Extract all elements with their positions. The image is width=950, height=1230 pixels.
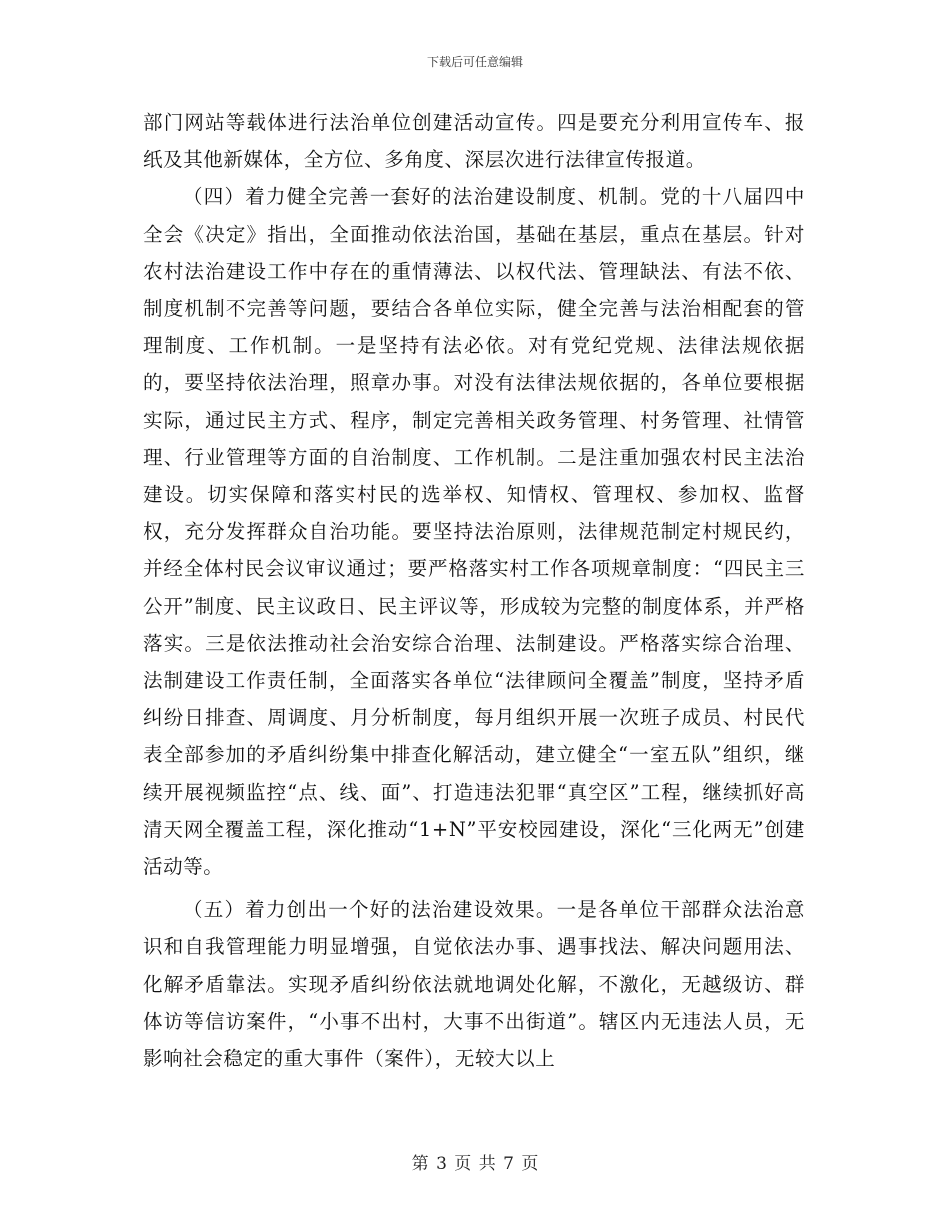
page-number-footer: 第 3 页 共 7 页 [411,1154,539,1174]
page-header-note: 下载后可任意编辑 [426,55,523,69]
paragraph-section-four: （四）着力健全完善一套好的法治建设制度、机制。党的十八届四中全会《决定》指出，全面推动依法治国，基础在基层，重点在基层。针对农村法治建设工作中存在的重情薄法、以权代法、管理缺法、有法不依、制度机制不完善等问题，要结合各单位实际，健全完善与法治相配套的管理制度、工作机制。一是坚持有法必依。对有党纪党规、法律法规依据的，要坚持依法治理，照章办事。对没有法律法规依据的，各单位要根据实际，通过民主方式、程序，制定完善相关政务管理、村务管理、社情管理、行业管理等方面的自治制度、工作机制。二是注重加强农村民主法治建设。切实保障和落实村民的选举权、知情权、管理权、参加权、监督权，充分发挥群众自治功能。要坚持法治原则，法律规范制定村规民约，并经全体村民会议审议通过；要严格落实村工作各项规章制度：“四民主三公开”制度、民主议政日、民主评议等，形成较为完整的制度体系，并严格落实。三是依法推动社会治安综合治理、法制建设。严格落实综合治理、法制建设工作责任制，全面落实各单位“法律顾问全覆盖”制度，坚持矛盾纠纷日排查、周调度、月分析制度，每月组织开展一次班子成员、村民代表全部参加的矛盾纠纷集中排查化解活动，建立健全“一室五队”组织，继续开展视频监控“点、线、面”、打造违法犯罪“真空区”工程，继续抓好高清天网全覆盖工程，深化推动“1+N”平安校园建设，深化“三化两无”创建活动等。 [143,185,805,879]
paragraph-continued: 部门网站等载体进行法治单位创建活动宣传。四是要充分利用宣传车、报纸及其他新媒体，全方位、多角度、深层次进行法律宣传报道。 [143,111,805,172]
document-body [143,104,805,1077]
paragraph-section-five: （五）着力创出一个好的法治建设效果。一是各单位干部群众法治意识和自我管理能力明显增强，自觉依法办事、遇事找法、解决问题用法、化解矛盾靠法。实现矛盾纠纷依法就地调处化解，不激化，无越级访、群体访等信访案件，“小事不出村，大事不出街道”。辖区内无违法人员，无影响社会稳定的重大事件（案件），无较大以上 [143,898,805,1071]
